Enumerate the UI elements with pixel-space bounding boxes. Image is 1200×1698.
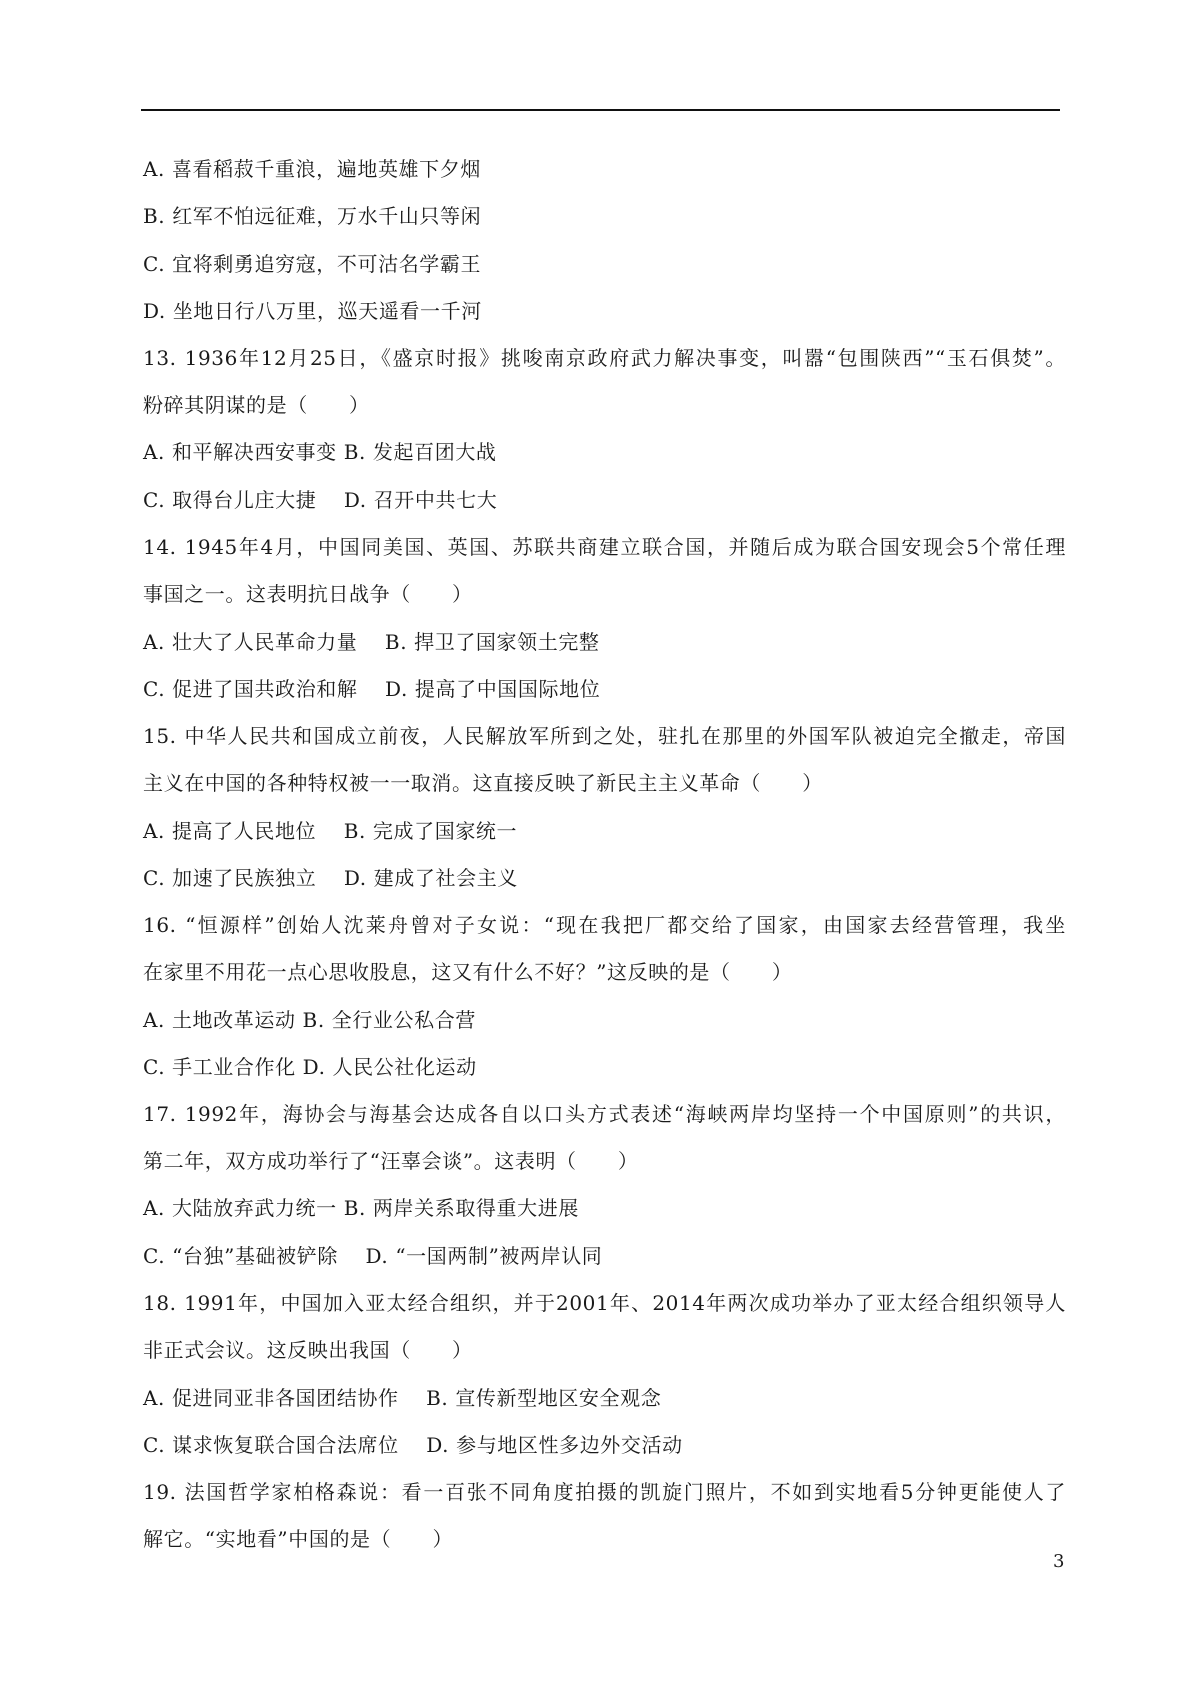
- options-q15-ab: A. 提高了人民地位 B. 完成了国家统一: [143, 819, 518, 843]
- option-d-q12: D. 坐地日行八万里，巡天遥看一千河: [143, 299, 482, 323]
- question-17-line-2: 第二年，双方成功举行了“汪辜会谈”。这表明（ ）: [143, 1149, 639, 1173]
- question-13-line-1: 13. 1936年12月25日，《盛京时报》挑唆南京政府武力解决事变，叫嚣“包围陕西”“玉石俱焚”。: [143, 346, 1066, 370]
- options-q18-cd: C. 谋求恢复联合国合法席位 D. 参与地区性多边外交活动: [143, 1433, 683, 1457]
- options-q18-ab: A. 促进同亚非各国团结协作 B. 宣传新型地区安全观念: [143, 1386, 662, 1410]
- question-18-line-1: 18. 1991年，中国加入亚太经合组织，并于2001年、2014年两次成功举办了亚太经合组织领导人: [143, 1291, 1066, 1315]
- options-q17-ab: A. 大陆放弃武力统一 B. 两岸关系取得重大进展: [143, 1196, 579, 1220]
- question-14-line-2: 事国之一。这表明抗日战争（ ）: [143, 582, 473, 606]
- question-16-line-1: 16. “恒源样”创始人沈莱舟曾对子女说：“现在我把厂都交给了国家，由国家去经营管理，我坐: [143, 913, 1066, 937]
- question-14-line-1: 14. 1945年4月，中国同美国、英国、苏联共商建立联合国，并随后成为联合国安现会5个常任理: [143, 535, 1066, 559]
- option-a-q12: A. 喜看稻菽千重浪，遍地英雄下夕烟: [143, 157, 481, 181]
- option-c-q12: C. 宜将剩勇追穷寇，不可沽名学霸王: [143, 252, 482, 276]
- page-number: 3: [1053, 1551, 1065, 1572]
- header-rule: [141, 109, 1060, 111]
- options-q14-ab: A. 壮大了人民革命力量 B. 捍卫了国家领土完整: [143, 630, 600, 654]
- options-q13-cd: C. 取得台儿庄大捷 D. 召开中共七大: [143, 488, 498, 512]
- options-q17-cd: C. “台独”基础被铲除 D. “一国两制”被两岸认同: [143, 1244, 603, 1268]
- question-17-line-1: 17. 1992年，海协会与海基会达成各自以口头方式表述“海峡两岸均坚持一个中国原则”的共识，: [143, 1102, 1066, 1126]
- options-q13-ab: A. 和平解决西安事变 B. 发起百团大战: [143, 440, 497, 464]
- options-q15-cd: C. 加速了民族独立 D. 建成了社会主义: [143, 866, 518, 890]
- options-q16-cd: C. 手工业合作化 D. 人民公社化运动: [143, 1055, 477, 1079]
- option-b-q12: B. 红军不怕远征难，万水千山只等闲: [143, 204, 482, 228]
- question-13-line-2: 粉碎其阴谋的是（ ）: [143, 393, 370, 417]
- question-19-line-1: 19. 法国哲学家柏格森说：看一百张不同角度拍摄的凯旋门照片，不如到实地看5分钟更能使人了: [143, 1480, 1066, 1504]
- question-15-line-2: 主义在中国的各种特权被一一取消。这直接反映了新民主主义革命（ ）: [143, 771, 823, 795]
- question-16-line-2: 在家里不用花一点心思收股息，这又有什么不好？”这反映的是（ ）: [143, 960, 793, 984]
- options-q16-ab: A. 土地改革运动 B. 全行业公私合营: [143, 1008, 476, 1032]
- question-15-line-1: 15. 中华人民共和国成立前夜，人民解放军所到之处，驻扎在那里的外国军队被迫完全撤走，帝国: [143, 724, 1066, 748]
- question-18-line-2: 非正式会议。这反映出我国（ ）: [143, 1338, 473, 1362]
- options-q14-cd: C. 促进了国共政治和解 D. 提高了中国国际地位: [143, 677, 601, 701]
- question-19-line-2: 解它。“实地看”中国的是（ ）: [143, 1527, 454, 1551]
